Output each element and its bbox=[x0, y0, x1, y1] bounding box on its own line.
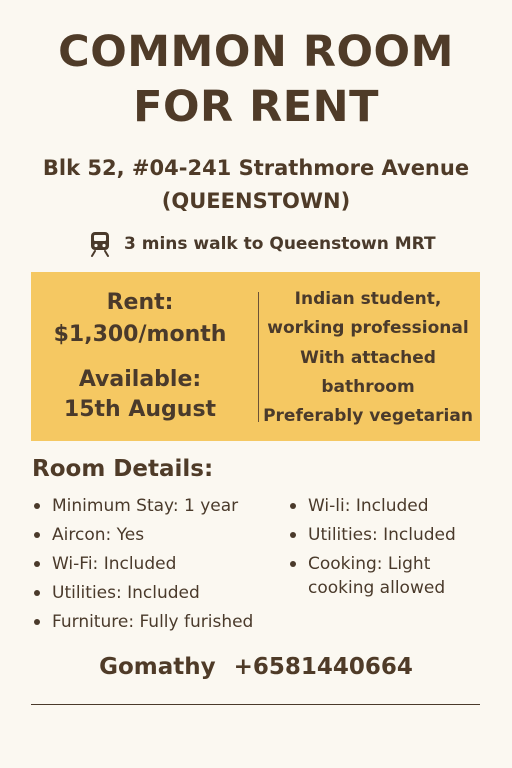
bullet-icon bbox=[34, 590, 40, 596]
rent-value: $1,300/month bbox=[53, 322, 227, 347]
detail-text: Utilities: Included bbox=[308, 525, 456, 545]
contact-phone: +6581440664 bbox=[233, 654, 413, 680]
available-date: 15th August bbox=[63, 397, 217, 422]
address-line-1: Blk 52, #04-241 Strathmore Avenue bbox=[42, 156, 470, 180]
detail-text: cooking allowed bbox=[308, 578, 446, 598]
bullet-icon bbox=[34, 503, 40, 509]
bottom-divider bbox=[31, 704, 480, 705]
list-item bbox=[32, 581, 282, 605]
preference-line: Indian student, bbox=[294, 289, 442, 309]
address-line-2: (QUEENSTOWN) bbox=[161, 189, 351, 213]
poster-title-line-1: COMMON ROOM bbox=[58, 27, 454, 77]
list-item-continuation bbox=[288, 576, 488, 600]
bullet-icon bbox=[34, 561, 40, 567]
bullet-icon bbox=[34, 619, 40, 625]
detail-text: Cooking: Light bbox=[308, 554, 431, 574]
bullet-icon bbox=[34, 532, 40, 538]
available-label: Available: bbox=[78, 367, 202, 392]
room-details-list-left bbox=[32, 494, 282, 639]
detail-text: Aircon: Yes bbox=[52, 525, 145, 545]
poster-title-line-2: FOR RENT bbox=[133, 82, 379, 132]
mrt-distance-text: 3 mins walk to Queenstown MRT bbox=[124, 234, 436, 254]
list-item bbox=[32, 552, 282, 576]
room-details-heading: Room Details: bbox=[32, 456, 214, 482]
detail-text: Furniture: Fully furished bbox=[52, 612, 254, 632]
bullet-icon bbox=[290, 532, 296, 538]
rent-highlight-box bbox=[31, 272, 480, 441]
list-item bbox=[288, 552, 488, 576]
rent-availability-panel bbox=[31, 272, 259, 441]
preference-line: bathroom bbox=[321, 377, 415, 397]
list-item bbox=[32, 610, 282, 634]
train-icon bbox=[88, 230, 112, 258]
rent-label: Rent: bbox=[106, 290, 174, 315]
room-details-list-right bbox=[288, 494, 488, 605]
list-item bbox=[32, 494, 282, 518]
contact-line bbox=[0, 654, 512, 680]
list-item bbox=[288, 494, 488, 518]
tenant-preferences-panel bbox=[259, 272, 480, 441]
bullet-icon bbox=[290, 561, 296, 567]
detail-text: Wi-Fi: Included bbox=[52, 554, 177, 574]
list-item bbox=[288, 523, 488, 547]
bullet-icon bbox=[290, 503, 296, 509]
preference-line: working professional bbox=[267, 318, 469, 338]
preference-line: With attached bbox=[300, 348, 436, 368]
contact-name: Gomathy bbox=[99, 654, 216, 680]
list-item bbox=[32, 523, 282, 547]
mrt-info bbox=[88, 228, 436, 260]
preference-line: Preferably vegetarian bbox=[263, 406, 473, 426]
detail-text: Minimum Stay: 1 year bbox=[52, 496, 239, 516]
detail-text: Utilities: Included bbox=[52, 583, 200, 603]
detail-text: Wi-li: Included bbox=[308, 496, 429, 516]
